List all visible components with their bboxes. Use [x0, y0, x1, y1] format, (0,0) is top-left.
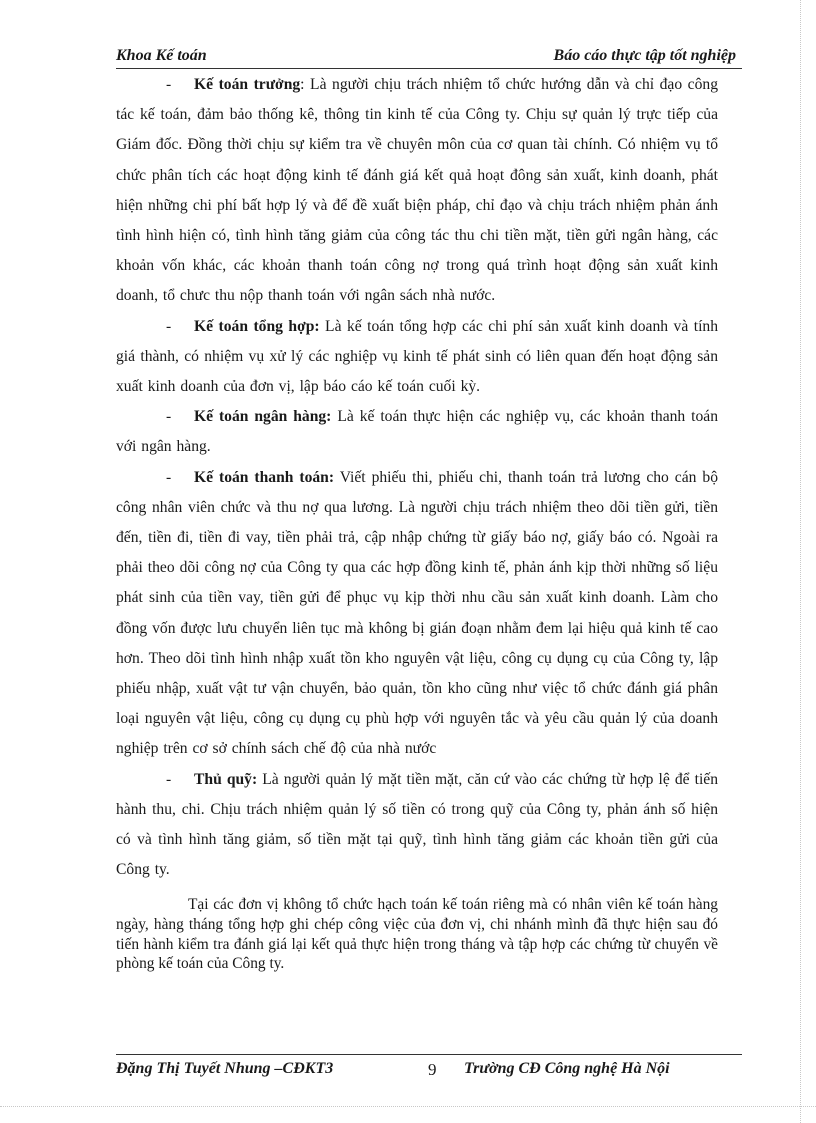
paragraph-general-accountant [116, 312, 718, 403]
bullet-dash: - [166, 76, 172, 93]
page-body [116, 70, 718, 974]
paragraph-text: : Là người chịu trách nhiệm tổ chức hướng dẫn và chỉ đạo công tác kế toán, đảm bảo thống kê, thông tin kinh tế của Công ty. Chịu sự quản lý trực tiếp của Giám đốc. Đồng thời chịu sự kiểm tra về chuyên môn của cơ quan tài chính. Có nhiệm vụ tổ chức phân tích các hoạt động kinh tế đánh giá kết quả hoạt đông sản xuất, kinh doanh, phát hiện những chi phí bất hợp lý và để đề xuất biện pháp, chỉ đạo và chịu trách nhiệm phản ánh tình hình hiện có, tình hình tăng giảm của công tác thu chi tiền mặt, tiền gửi ngân hàng, các khoản vốn khác, các khoản thanh toán công nợ trong quá trình hoạt động sản xuất kinh doanh, tổ chưc thu nộp thanh toán với ngân sách nhà nước. [116, 76, 718, 305]
page-edge-guide [0, 1106, 816, 1108]
term-treasurer: Thủ quỹ: [194, 770, 258, 788]
header-department: Khoa Kế toán [116, 47, 207, 64]
footer-school: Trường CĐ Công nghệ Hà Nội [464, 1060, 670, 1077]
bullet-dash: - [166, 468, 172, 486]
term-bank-accountant: Kế toán ngân hàng: [194, 408, 332, 426]
paragraph-bank-accountant [116, 402, 718, 462]
bullet-dash: - [166, 770, 172, 788]
paragraph-text: Viết phiếu thi, phiếu chi, thanh toán trả lương cho cán bộ công nhân viên chức và thu nợ qua lương. Là người chịu trách nhiệm theo dõi tiền gửi, tiền đến, tiền đi, tiền đi vay, tiền phải trả, cập nhập chứng từ giấy báo nợ, giấy báo có. Ngoài ra phải theo dõi công nợ của Công ty qua các hợp đồng kinh tế, phản ánh kịp thời những số liệu phát sinh của tiền vay, tiền gửi để phục vụ kịp thời nhu cầu sản xuất kinh doanh. Làm cho đồng vốn được lưu chuyển liên tục mà không bị gián đoạn nhằm đem lại hiệu quả kinh tế cao hơn. Theo dõi tình hình nhập xuất tồn kho nguyên vật liệu, công cụ dụng cụ của Công ty, lập phiếu nhập, xuất vật tư vận chuyển, bảo quản, tồn kho cũng như việc tổ chức đánh giá phân loại nguyên vật liệu, công cụ dụng cụ phù hợp với nguyên tắc và yêu cầu quản lý của doanh nghiệp trên cơ sở chính sách chế độ của nhà nước [116, 468, 718, 758]
footer-author: Đặng Thị Tuyết Nhung –CĐKT3 [116, 1060, 334, 1077]
paragraph-text: Là kế toán thực hiện các nghiệp vụ, các khoản thanh toán với ngân hàng. [116, 408, 718, 456]
bullet-dash: - [166, 317, 172, 335]
paragraph-treasurer [116, 765, 718, 886]
term-general-accountant: Kế toán tổng hợp: [194, 317, 320, 335]
paragraph-chief-accountant [116, 70, 718, 312]
term-payment-accountant: Kế toán thanh toán: [194, 468, 335, 486]
page-edge-guide [800, 0, 802, 1123]
paragraph-text: Là kế toán tổng hợp các chi phí sản xuất kinh doanh và tính giá thành, có nhiệm vụ xử lý các nghiệp vụ kinh tế phát sinh có liên quan đến hoạt động sản xuất kinh doanh của đơn vị, lập báo cáo kế toán cuối kỳ. [116, 317, 718, 396]
page-header [116, 44, 742, 69]
bullet-dash: - [166, 408, 172, 426]
header-report-title: Báo cáo thực tập tốt nghiệp [553, 47, 736, 64]
closing-paragraph: Tại các đơn vị không tổ chức hạch toán kế toán riêng mà có nhân viên kế toán hàng ngày, hàng tháng tổng hợp ghi chép công việc của đơn vị, chi nhánh mình đã thực hiện sau đó tiến hành kiểm tra đánh giá lại kết quả thực hiện trong tháng và tập hợp các chứng từ chuyển về phòng kế toán của Công ty. [116, 896, 718, 973]
page-footer [116, 1054, 742, 1083]
paragraph-payment-accountant [116, 463, 718, 765]
term-chief-accountant: Kế toán trưởng [194, 76, 301, 93]
paragraph-text: Là người quản lý mặt tiền mặt, căn cứ vào các chứng từ hợp lệ để tiến hành thu, chi. Chịu trách nhiệm quản lý số tiền có trong quỹ của Công ty, phản ánh số hiện có và tình hình tăng giảm, số tiền mặt tại quỹ, tình hình tăng giảm các khoản tiền gửi của Công ty. [116, 770, 718, 879]
page-number: 9 [428, 1060, 437, 1079]
